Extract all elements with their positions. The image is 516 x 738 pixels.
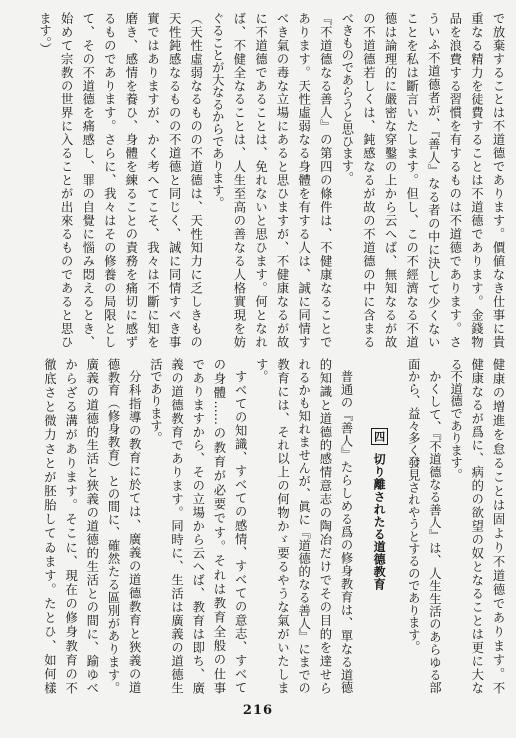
section-heading bbox=[356, 358, 402, 694]
section-number-box: 四 bbox=[371, 428, 388, 445]
text-column: るものであります。さらに、我々はその修養の局限とし bbox=[102, 12, 117, 348]
text-column: の身體……の教育が必要です。それは教育全般の仕事 bbox=[211, 358, 226, 694]
text-column: あります。天性虛弱なる身體を有する人は、誠に同情す bbox=[296, 12, 311, 348]
text-column: ぐることが大なるからであります。 bbox=[210, 12, 225, 209]
text-column: べきものであらうと思ひます。 bbox=[339, 12, 354, 185]
text-column: ことを私は斷言いたします。但し、この不經濟なる不道 bbox=[404, 12, 419, 348]
text-column: 始めて宗教の世界に入ることが出來るものであると思ひ bbox=[59, 12, 74, 348]
text-column: 重なる精力を徒費することは不道德であります。金錢物 bbox=[469, 12, 484, 348]
text-column: 的知識と道德的感情意志の陶冶だけでその目的を達せら bbox=[317, 358, 332, 694]
text-column: 活であります。 bbox=[148, 358, 163, 445]
text-column: 健康なるが爲に、病的の欲望の奴となることは更に大な bbox=[469, 358, 484, 694]
text-column: 面から、益々多く發見されやうとするのであります。 bbox=[406, 358, 421, 654]
text-column: 健康の增進を怠ることは固より不道德であります。不 bbox=[491, 358, 505, 694]
text-column: で放棄することは不道德であります。價値なき仕事に貴 bbox=[491, 12, 505, 348]
text-column: 教育には、それ以上の何物かゞ要るやうな氣がいたしま bbox=[275, 358, 290, 694]
text-column: に不道德であることは、免れないと思ひます。何となれ bbox=[253, 12, 268, 348]
text-column: かくして、『不道德なる善人』は、人生生活のあらゆる部 bbox=[427, 370, 442, 694]
text-column: れるかも知れませんが、眞に『道德的なる善人』にまでの bbox=[296, 358, 311, 694]
text-column: 德教育（修身教育）との間に、確然たる區別があります。 bbox=[106, 358, 120, 694]
text-column: ます。） bbox=[37, 12, 52, 56]
text-column: からざる溝があります。そこに、現在の修身教育の不 bbox=[63, 358, 78, 694]
text-column: すべての知識、すべての感情、すべての意志、すべて bbox=[233, 370, 248, 694]
text-column: 義の道德教育であります。同時に、生活は廣義の道德生 bbox=[169, 358, 184, 694]
text-column: 實ではありますが、かく考へてこそ、我々は不斷に知を bbox=[145, 12, 160, 348]
text-column: 分科指導の教育に於ては、廣義の道德教育と狹義の道 bbox=[127, 370, 142, 694]
text-column: 天性鈍感なるものの不道德と同じく、誠に同情すべき事 bbox=[167, 12, 182, 348]
text-column: でありますから、その立場から云へば、教育は即ち、廣 bbox=[190, 358, 205, 694]
text-column: （天性虛弱なるものの不道德は、天性知力に乏しきもの bbox=[188, 12, 203, 348]
text-column: べき氣の毒な立場にあると思ひますが、不健康なるが故 bbox=[275, 12, 290, 348]
text-column: て、その不道德を痛感し、罪の自覺に惱み悶えるとき、 bbox=[80, 12, 95, 348]
text-column: 徹底さと微力さとが胚胎してゐます。たとひ、如何樣 bbox=[42, 358, 57, 694]
text-column: 廣義の道德的生活と狹義の道德的生活との間に、踰ゆべ bbox=[84, 358, 99, 694]
upper-text-block bbox=[33, 12, 508, 348]
text-column: ういふ不道德者が、『善人』なる者の中に決して少くない bbox=[426, 12, 441, 348]
text-column: す。 bbox=[254, 358, 269, 383]
text-column: 品を浪費する習慣を有するものは不道德であります。さ bbox=[447, 12, 462, 348]
lower-text-block bbox=[38, 358, 508, 694]
page-number: 216 bbox=[242, 703, 274, 718]
text-column: 磨き、感情を養ひ、身體を練ることの責務を痛切に感ず bbox=[123, 12, 138, 348]
section-title: 切り離されたる道德教育 bbox=[372, 453, 387, 591]
text-column: ば、不健全なることは、人生至高の善なる人格實現を妨 bbox=[231, 12, 246, 348]
text-column: 普通の『善人』たらしめる爲の修身教育は、單なる道德 bbox=[339, 370, 354, 694]
text-column: の不道德若しくは、鈍感なるが故の不道德の中に含まる bbox=[361, 12, 376, 348]
text-column: 『不道德なる善人』の第四の條件は、不健康なることで bbox=[318, 12, 333, 348]
text-column: る不道德であります。 bbox=[448, 358, 463, 481]
text-column: 德は論理的に嚴密な穿鑿の上から云へば、無知なるが故 bbox=[383, 12, 398, 348]
